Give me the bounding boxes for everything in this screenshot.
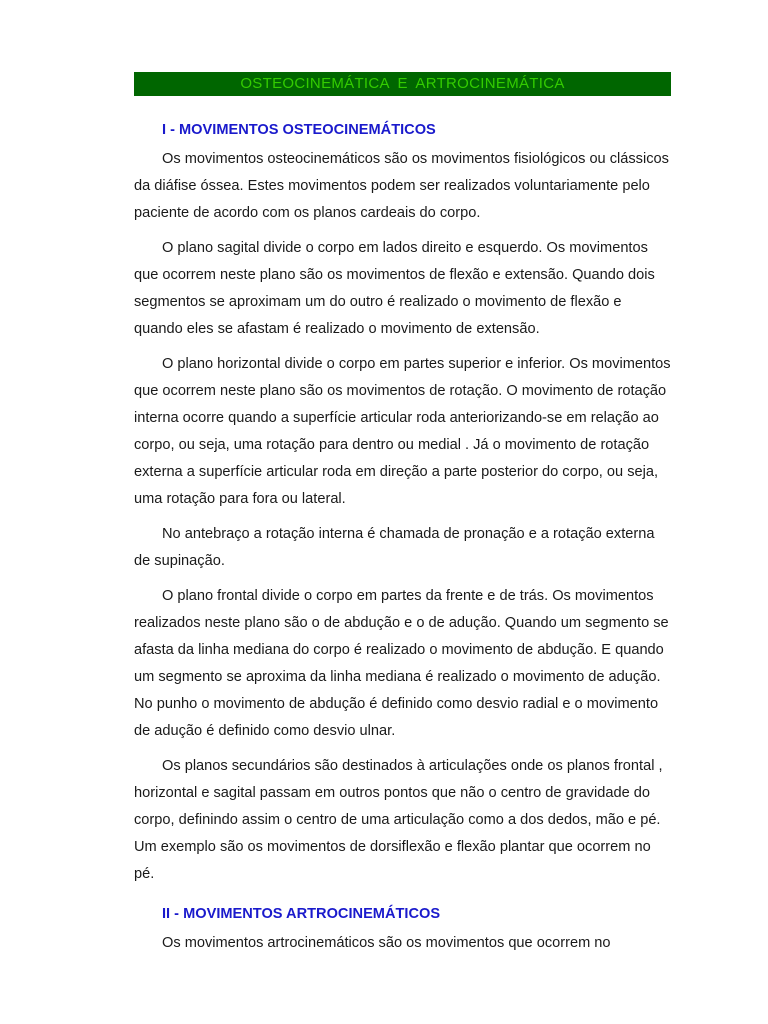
paragraph: O plano frontal divide o corpo em partes da frente e de trás. Os movimentos realizados neste plano são o de abdução e o de adução. Quando um segmento se afasta da linha mediana do corpo é realizado o movimento de abdução. E quando um segmento se aproxima da linha mediana é realizado o movimento de adução. No punho o movimento de abdução é definido como desvio radial e o movimento de adução é definido como desvio ulnar. [134, 588, 669, 739]
paragraph: Os movimentos osteocinemáticos são os movimentos fisiológicos ou clássicos da diáfise óssea. Estes movimentos podem ser realizados voluntariamente pelo paciente de acordo com os planos cardeais do corpo. [134, 151, 669, 221]
document-body [134, 112, 674, 965]
paragraph: O plano horizontal divide o corpo em partes superior e inferior. Os movimentos que ocorrem neste plano são os movimentos de rotação. O movimento de rotação interna ocorre quando a superfície articular roda anteriorizando-se em relação ao corpo, ou seja, uma rotação para dentro ou medial . Já o movimento de rotação externa a superfície articular roda em direção a parte posterior do corpo, ou seja, uma rotação para fora ou lateral. [134, 356, 671, 507]
paragraph: Os planos secundários são destinados à articulações onde os planos frontal , horizontal e sagital passam em outros pontos que não o centro de gravidade do corpo, definindo assim o centro de uma articulação como a dos dedos, mão e pé. Um exemplo são os movimentos de dorsiflexão e flexão plantar que ocorrem no pé. [134, 758, 663, 882]
paragraph: No antebraço a rotação interna é chamada de pronação e a rotação externa de supinação. [134, 526, 655, 569]
section-heading-osteocinematicos: I - MOVIMENTOS OSTEOCINEMÁTICOS [162, 122, 436, 138]
paragraph: O plano sagital divide o corpo em lados direito e esquerdo. Os movimentos que ocorrem neste plano são os movimentos de flexão e extensão. Quando dois segmentos se aproximam um do outro é realizado o movimento de flexão e quando eles se afastam é realizado o movimento de extensão. [134, 240, 655, 337]
document-title: OSTEOCINEMÁTICA E ARTROCINEMÁTICA [134, 72, 671, 96]
section-heading-artrocinematicos: II - MOVIMENTOS ARTROCINEMÁTICOS [162, 906, 441, 922]
paragraph: Os movimentos artrocinemáticos são os movimentos que ocorrem no [162, 935, 611, 951]
